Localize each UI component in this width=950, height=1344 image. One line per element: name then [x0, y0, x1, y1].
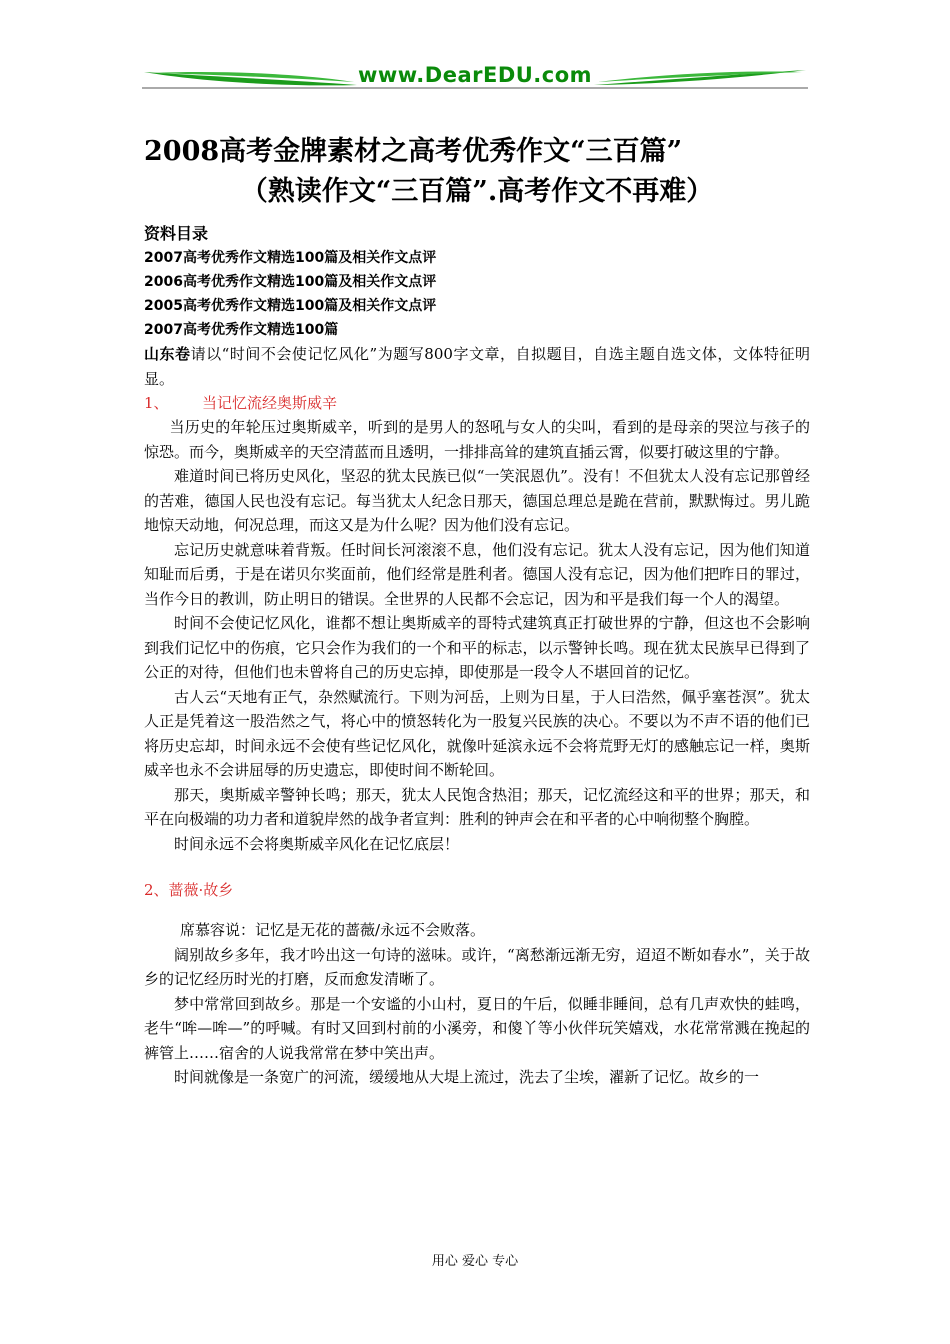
section-spacer: [144, 902, 810, 918]
page-footer: 用心 爱心 专心: [431, 1254, 519, 1269]
essay-1-paragraph: 难道时间已将历史风化，坚忍的犹太民族已似“一笑泯恩仇”。没有！不但犹太人没有忘记那曾经的苦难，德国人民也没有忘记。每当犹太人纪念日那天，德国总理总是跪在营前，默默悔过。男儿跪地惊天动地，何况总理，而这又是为什么呢？因为他们没有忘记。: [144, 467, 810, 534]
essay-1-title: [144, 391, 810, 415]
essay-1-paragraph: 那天，奥斯威辛警钟长鸣；那天，犹太人民饱含热泪；那天，记忆流经这和平的世界；那天，和平在向极端的功力者和道貌岸然的战争者宣判：胜利的钟声会在和平者的心中响彻整个胸膛。: [144, 785, 810, 828]
essay-2-paragraph: 阔别故乡多年，我才吟出这一句诗的滋味。或许，“离愁渐远渐无穷，迢迢不断如春水”，关于故乡的记忆经历时光的打磨，反而愈发清晰了。: [144, 945, 810, 988]
page-title: 2008高考金牌素材之高考优秀作文“三百篇”: [144, 136, 683, 167]
site-header-banner: [142, 58, 808, 98]
essay-2-paragraph: 梦中常常回到故乡。那是一个安谧的小山村，夏日的午后，似睡非睡间，总有几声欢快的蛙鸣，老牛“哞—哞—”的呼喊。有时又回到村前的小溪旁，和傻丫等小伙伴玩笑嬉戏，水花常常溅在挽起的裤管上……宿舍的人说我常常在梦中笑出声。: [144, 994, 810, 1062]
essay-2-paragraph: 席慕容说：记忆是无花的蔷薇/永远不会败落。: [180, 921, 486, 939]
site-brand-logo: www.DearEDU.com: [357, 63, 593, 87]
toc-item: 2007高考优秀作文精选100篇: [144, 322, 339, 338]
essay-2-title: 2、蔷薇·故乡: [144, 881, 234, 899]
essay-1-paragraph: 忘记历史就意味着背叛。任时间长河滚滚不息，他们没有忘记。犹太人没有忘记，因为他们知道知耻而后勇，于是在诺贝尔奖面前，他们经常是胜利者。德国人没有忘记，因为他们把昨日的罪过，当作今日的教训，防止明日的错误。全世界的人民都不会忘记，因为和平是我们每一个人的渴望。: [144, 540, 810, 608]
essay-2-paragraph: 时间就像是一条宽广的河流，缓缓地从大堤上流过，洗去了尘埃，濯新了记忆。故乡的一: [174, 1068, 760, 1086]
essay-1-paragraph: 古人云“天地有正气，杂然赋流行。下则为河岳，上则为日星，于人曰浩然，佩乎塞苍溟”。犹太人正是凭着这一股浩然之气，将心中的愤怒转化为一股复兴民族的决心。不要以为不声不语的他们已将历史忘却，时间永远不会使有些记忆风化，就像叶延滨永远不会将荒野无灯的感触忘记一样，奥斯威辛也永不会讲屈辱的历史遗忘，即使时间不断轮回。: [144, 687, 810, 779]
section-spacer: [144, 856, 810, 878]
essay-prompt: [144, 342, 810, 391]
toc-heading: 资料目录: [144, 224, 209, 243]
essay-1-paragraph: 时间不会使记忆风化，谁都不想让奥斯威辛的哥特式建筑真正打破世界的宁静，但这也不会影响到我们记忆中的伤痕，它只会作为我们的一个和平的标志，以示警钟长鸣。现在犹太民族早已得到了公正的对待，但他们也未曾将自己的历史忘掉，即使那是一段令人不堪回首的记忆。: [144, 614, 810, 681]
toc-item: 2007高考优秀作文精选100篇及相关作文点评: [144, 250, 437, 266]
essay-1-paragraph: 时间永远不会将奥斯威辛风化在记忆底层！: [174, 834, 460, 853]
prompt-label: 山东卷: [144, 345, 191, 363]
essay-1-paragraph: 当历史的年轮压过奥斯威辛，听到的是男人的怒吼与女人的尖叫，看到的是母亲的哭泣与孩子的惊恐。而今，奥斯威辛的天空清蓝而且透明，一排排高耸的建筑直插云霄，似要打破这里的宁静。: [144, 418, 810, 461]
prompt-text: 请以“时间不会使记忆风化”为题写800字文章，自拟题目，自选主题自选文体，文体特征明显。: [144, 345, 810, 388]
toc-item: 2005高考优秀作文精选100篇及相关作文点评: [144, 298, 437, 314]
essay-1-title-text: 当记忆流经奥斯威辛: [202, 394, 338, 412]
toc-item: 2006高考优秀作文精选100篇及相关作文点评: [144, 274, 437, 290]
essay-1-number: 1、: [144, 394, 169, 412]
document-body: [144, 132, 810, 1090]
page-subtitle: （熟读作文“三百篇”.高考作文不再难）: [240, 176, 714, 207]
